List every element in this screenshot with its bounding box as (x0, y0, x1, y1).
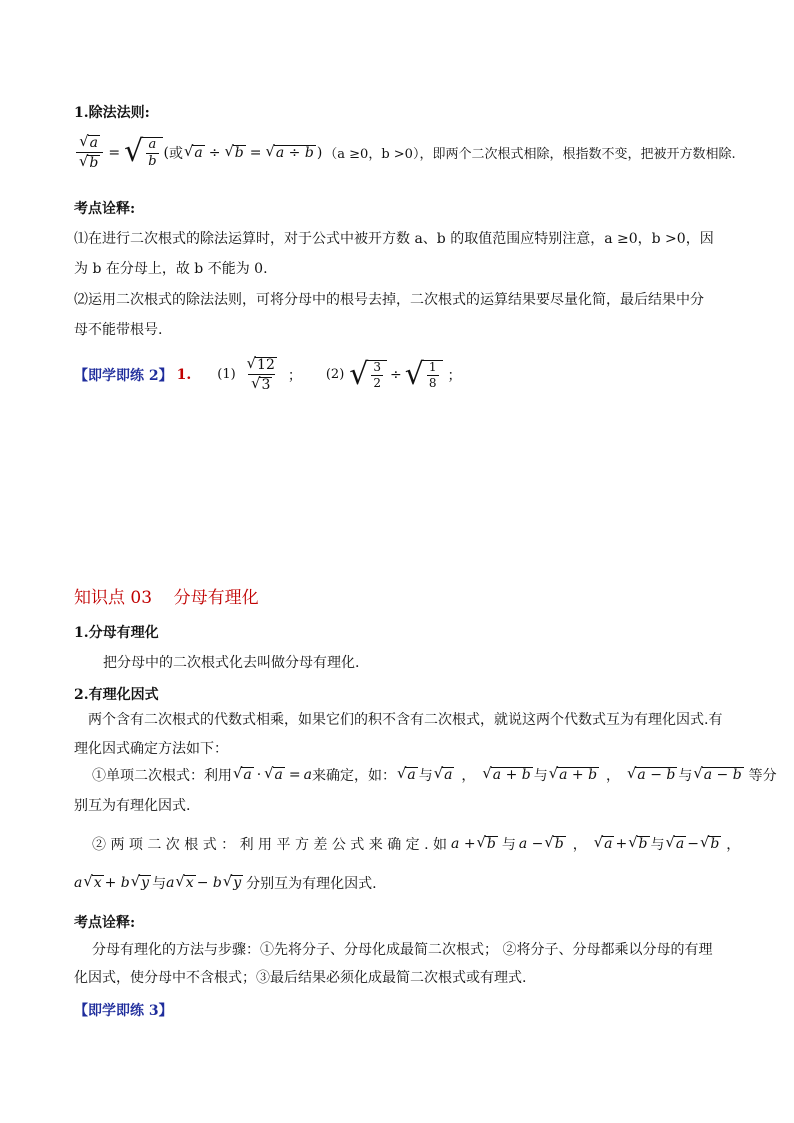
explain-3-line1: 分母有理化的方法与步骤：①先将分子、分母化成最简二次根式； ②将分子、分母都乘以分母的有理 (92, 942, 713, 958)
explain-point-1-line1: ⑴在进行二次根式的除法运算时，对于公式中被开方数 a、b 的取值范围应特别注意，a ≥0，b >0，因 (74, 231, 714, 247)
rationalize-definition: 把分母中的二次根式化去叫做分母有理化. (103, 655, 360, 671)
item-2-two-terms: ② 两 项 二 次 根 式 ： 利 用 平 方 差 公 式 来 确 定 . 如 a + √ b 与 a − √ b ， √ a + √ b 与 √ a − √ b ， (92, 833, 741, 853)
problem-1-label: (1) (217, 367, 236, 383)
item-1-identity: √ a · √ a = a (233, 764, 312, 783)
sub-heading-rationalize: 1.分母有理化 (74, 625, 159, 641)
problem-2-expression: √ $\frac{3}{2}$ ÷ √ $\frac{1}{8}$ (348, 360, 443, 390)
explain-title-3: 考点诠释: (74, 915, 136, 931)
problem-2-label: (2) (325, 367, 345, 383)
item-2-line2: a √ x + b √ y 与 a √ x − b √ y 分别互为有理化因式. (74, 872, 377, 892)
practice-2-number: 1. (176, 366, 192, 383)
division-rule-heading: 1.除法法则: (74, 105, 150, 121)
explain-title-1: 考点诠释: (74, 201, 136, 217)
explain-point-2-line1: ⑵运用二次根式的除法法则，可将分母中的根号去掉，二次根式的运算结果要尽量化简，最后结果中分 (74, 292, 704, 308)
formula-condition: （a ≥0，b >0），即两个二次根式相除，根指数不变，把被开方数相除. (324, 147, 736, 163)
explain-3-line2: 化因式，使分母中不含根式；③最后结果必须化成最简二次根式或有理式. (74, 970, 527, 986)
problem-1-expression: √ 12 √ 3 (246, 355, 275, 394)
item-1-line2: 别互为有理化因式. (74, 798, 191, 814)
division-formula: √ a √ b = √ $\frac{a}{b}$ ( 或 √ a ÷ √ b = √ a ÷ b ) （a ≥0，b >0），即两个二次根式相除，根指数不变，把被开方数相除. (74, 134, 736, 172)
section-title-knowledge-03: 知识点 03 分母有理化 (74, 588, 259, 608)
item-1-single-term: ①单项二次根式：利用 √ a · √ a = a 来确定，如： √ a 与 √ a ， √ a + b 与 √ a + b ， √ a − b 与 √ a − b 等分 (92, 764, 777, 784)
practice-2: 【即学即练 2】 1. (1) √ 12 √ 3 ； (2) √ $\frac{3}{2}$ ÷ √ $\frac{1}{8}$ ； (74, 355, 462, 394)
rational-factor-line2: 理化因式确定方法如下： (74, 741, 228, 757)
practice-2-tag: 【即学即练 2】 (74, 367, 173, 384)
sub-heading-rational-factor: 2.有理化因式 (74, 687, 159, 703)
practice-3-tag: 【即学即练 3】 (74, 1003, 173, 1019)
explain-point-1-line2: 为 b 在分母上，故 b 不能为 0. (74, 261, 268, 277)
rational-factor-line1: 两个含有二次根式的代数式相乘，如果它们的积不含有二次根式，就说这两个代数式互为有理化因式.有 (88, 712, 723, 728)
explain-point-2-line2: 母不能带根号. (74, 322, 163, 338)
